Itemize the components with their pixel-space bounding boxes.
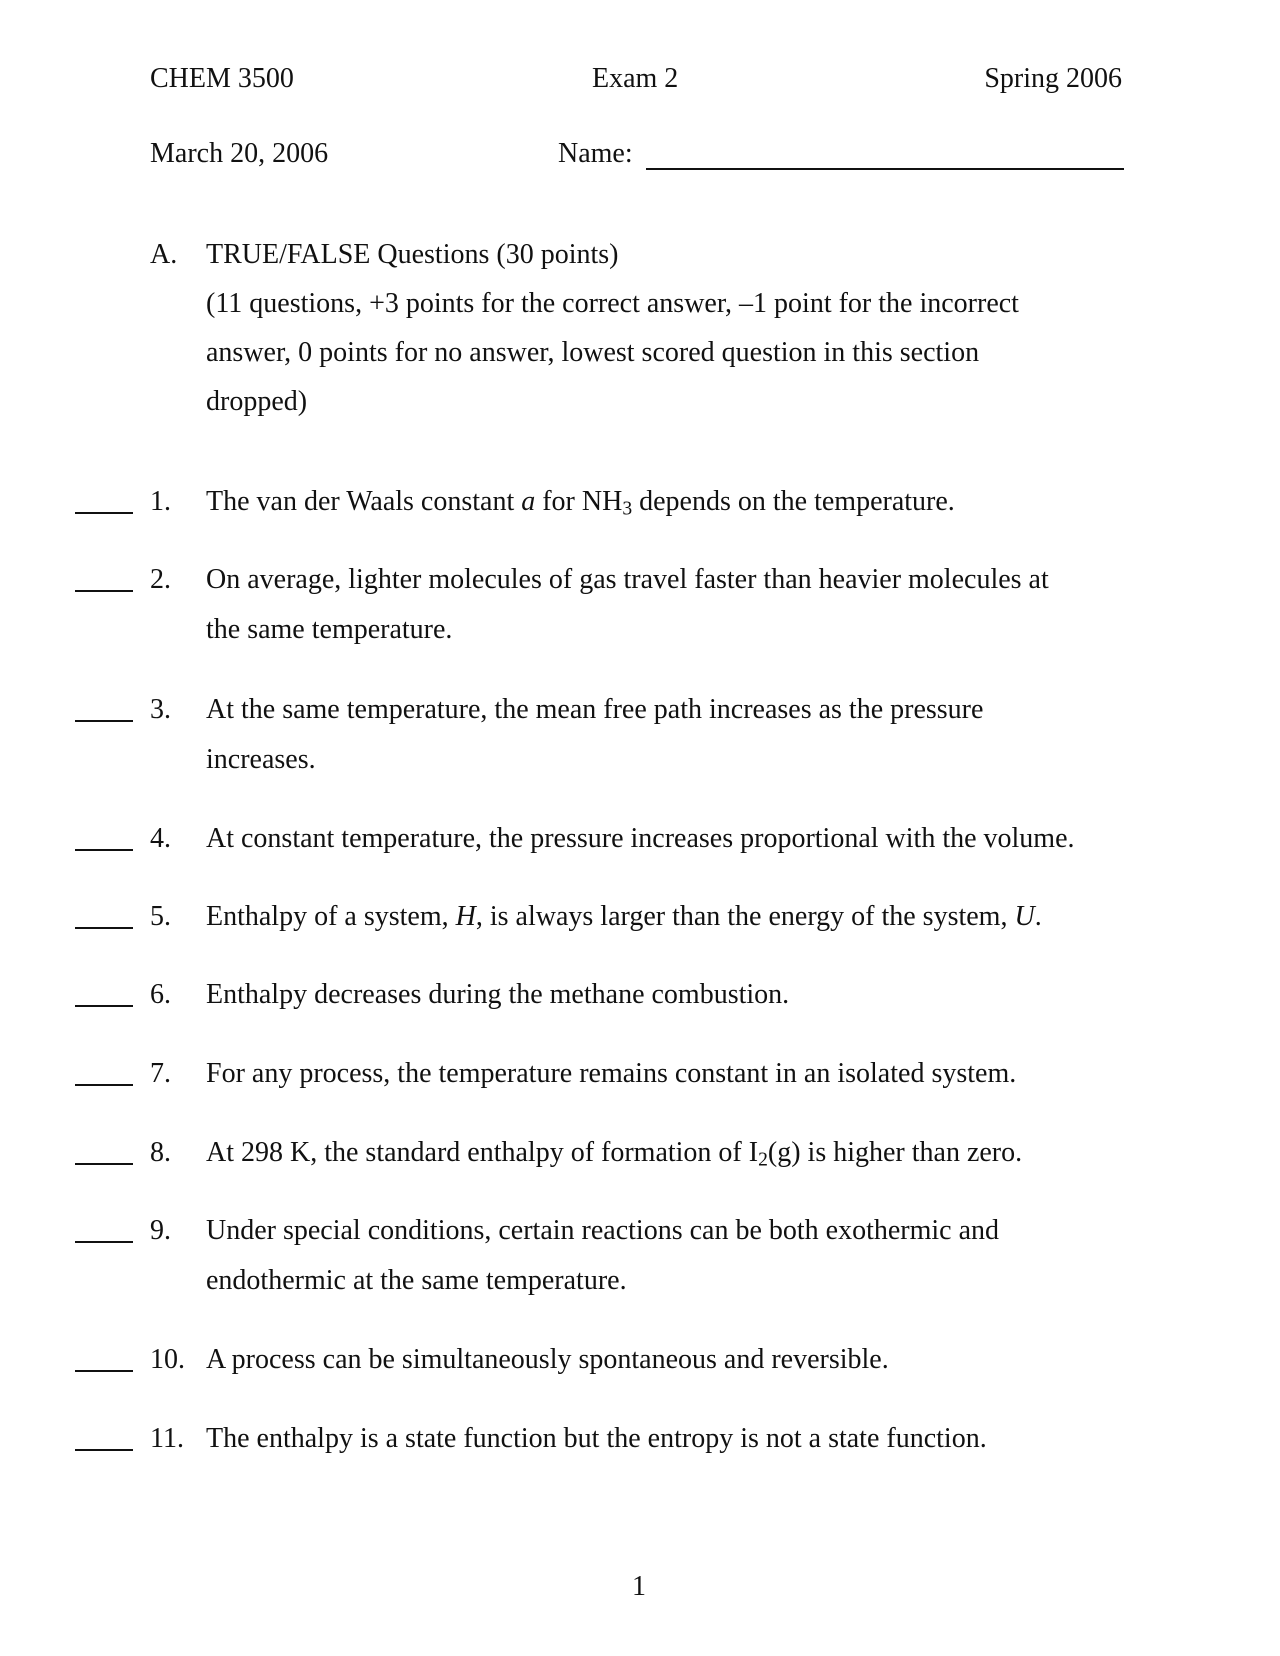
question-text: On average, lighter molecules of gas travel faster than heavier molecules at <box>206 564 1049 595</box>
question-number: 10. <box>150 1344 185 1375</box>
answer-blank[interactable] <box>75 1370 133 1372</box>
question-number: 3. <box>150 694 171 725</box>
question-text: A process can be simultaneously spontaneous and reversible. <box>206 1344 889 1375</box>
exam-date: March 20, 2006 <box>150 138 329 169</box>
question-number: 1. <box>150 486 171 517</box>
question-number: 4. <box>150 823 171 854</box>
instructions-line: answer, 0 points for no answer, lowest scored question in this section <box>206 337 980 368</box>
answer-blank[interactable] <box>75 1084 133 1086</box>
question-text: Under special conditions, certain reactions can be both exothermic and <box>206 1215 1000 1246</box>
answer-blank[interactable] <box>75 1163 133 1165</box>
question-text: At the same temperature, the mean free path increases as the pressure <box>206 694 984 725</box>
course-code: CHEM 3500 <box>150 63 294 94</box>
question-number: 6. <box>150 979 171 1010</box>
section-letter: A. <box>150 239 178 270</box>
question-number: 8. <box>150 1137 171 1168</box>
name-label: Name: <box>558 138 633 169</box>
question-text: Enthalpy of a system, H, is always larger than the energy of the system, U. <box>206 901 1042 932</box>
question-text: increases. <box>206 744 316 775</box>
page-number: 1 <box>632 1571 646 1602</box>
question-text: At 298 K, the standard enthalpy of formation of $I_2(g)$ is higher than zero. <box>206 1137 1023 1171</box>
answer-blank[interactable] <box>75 720 133 722</box>
answer-blank[interactable] <box>75 1449 133 1451</box>
answer-blank[interactable] <box>75 1005 133 1007</box>
question-text: For any process, the temperature remains constant in an isolated system. <box>206 1058 1017 1089</box>
exam-title: Exam 2 <box>592 63 679 94</box>
answer-blank[interactable] <box>75 849 133 851</box>
answer-blank[interactable] <box>75 512 133 514</box>
question-number: 7. <box>150 1058 171 1089</box>
instructions-line: dropped) <box>206 386 308 417</box>
question-number: 9. <box>150 1215 171 1246</box>
answer-blank[interactable] <box>75 1241 133 1243</box>
instructions-line: (11 questions, +3 points for the correct answer, –1 point for the incorrect <box>206 288 1019 319</box>
name-blank-line[interactable] <box>646 168 1124 170</box>
answer-blank[interactable] <box>75 590 133 592</box>
question-text: endothermic at the same temperature. <box>206 1265 627 1296</box>
question-text: At constant temperature, the pressure increases proportional with the volume. <box>206 823 1075 854</box>
question-text: Enthalpy decreases during the methane combustion. <box>206 979 790 1010</box>
section-title: TRUE/FALSE Questions (30 points) <box>206 239 619 270</box>
answer-blank[interactable] <box>75 927 133 929</box>
question-text: The enthalpy is a state function but the entropy is not a state function. <box>206 1423 987 1454</box>
question-text: The van der Waals constant a for $NH_3$ depends on the temperature. <box>206 486 955 520</box>
question-text: the same temperature. <box>206 614 453 645</box>
question-number: 5. <box>150 901 171 932</box>
question-number: 2. <box>150 564 171 595</box>
exam-term: Spring 2006 <box>984 63 1122 94</box>
question-number: 11. <box>150 1423 184 1454</box>
